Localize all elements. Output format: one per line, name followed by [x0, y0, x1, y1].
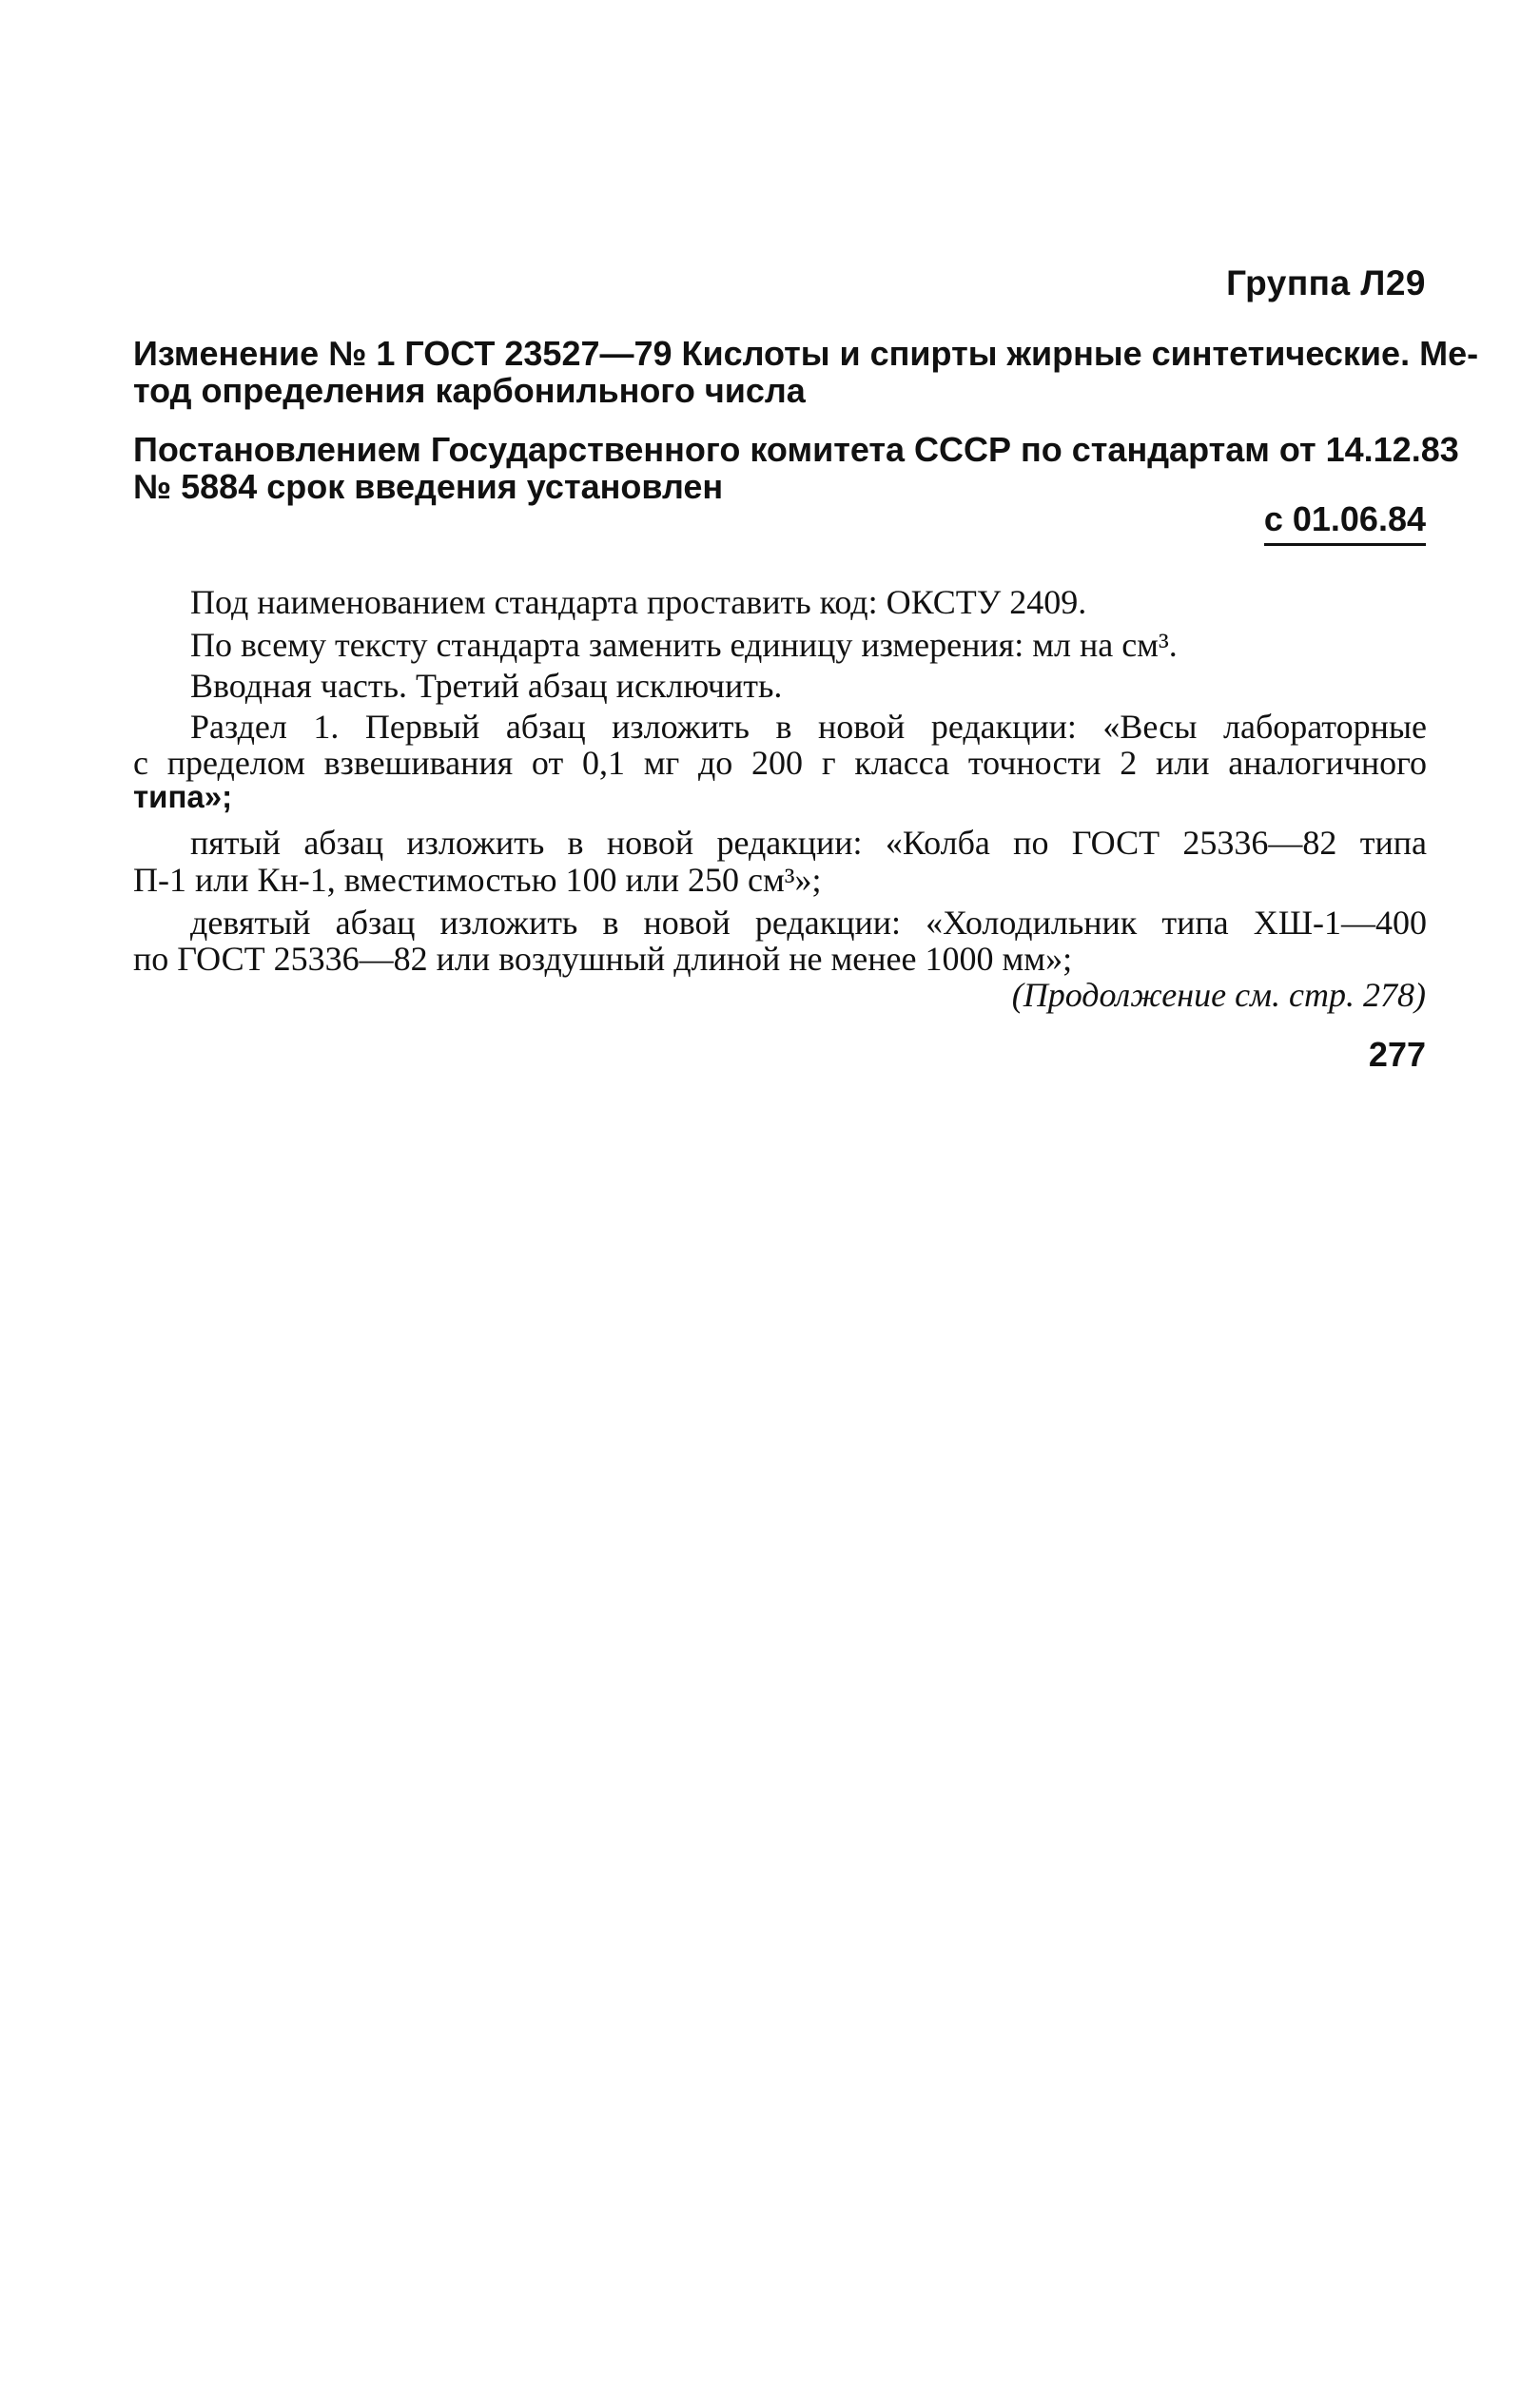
paragraph-fifth-line-1: пятый абзац изложить в новой редакции: «Колба по ГОСТ 25336—82 типа: [190, 824, 1427, 862]
paragraph-ninth-line-1: девятый абзац изложить в новой редакции: «Холодильник типа ХШ-1—400: [190, 904, 1427, 942]
effective-date: с 01.06.84: [1264, 499, 1426, 546]
change-title-line-2: тод определения карбонильного числа: [133, 371, 806, 410]
paragraph-ninth-line-2: по ГОСТ 25336—82 или воздушный длиной не менее 1000 мм»;: [133, 940, 1073, 978]
page-number: 277: [1368, 1035, 1426, 1074]
paragraph-intro: Вводная часть. Третий абзац исключить.: [190, 667, 783, 705]
paragraph-units: По всему тексту стандарта заменить единицу измерения: мл на см³.: [190, 626, 1178, 664]
paragraph-section1-line-2: с пределом взвешивания от 0,1 мг до 200 г класса точности 2 или аналогичного: [133, 744, 1427, 782]
paragraph-fifth-line-2: П-1 или Кн-1, вместимостью 100 или 250 см³»;: [133, 861, 822, 899]
decree-line-1: Постановлением Государственного комитета СССР по стандартам от 14.12.83: [133, 430, 1459, 469]
continuation-note: (Продолжение см. стр. 278): [1011, 976, 1426, 1014]
change-title-line-1: Изменение № 1 ГОСТ 23527—79 Кислоты и спирты жирные синтетические. Ме-: [133, 334, 1479, 373]
decree-line-2: № 5884 срок введения установлен: [133, 467, 724, 506]
paragraph-section1-line-1: Раздел 1. Первый абзац изложить в новой редакции: «Весы лабораторные: [190, 708, 1427, 746]
paragraph-code: Под наименованием стандарта проставить код: ОКСТУ 2409.: [190, 583, 1087, 621]
group-label: Группа Л29: [1226, 263, 1426, 302]
paragraph-section1-line-3: типа»;: [133, 779, 233, 814]
